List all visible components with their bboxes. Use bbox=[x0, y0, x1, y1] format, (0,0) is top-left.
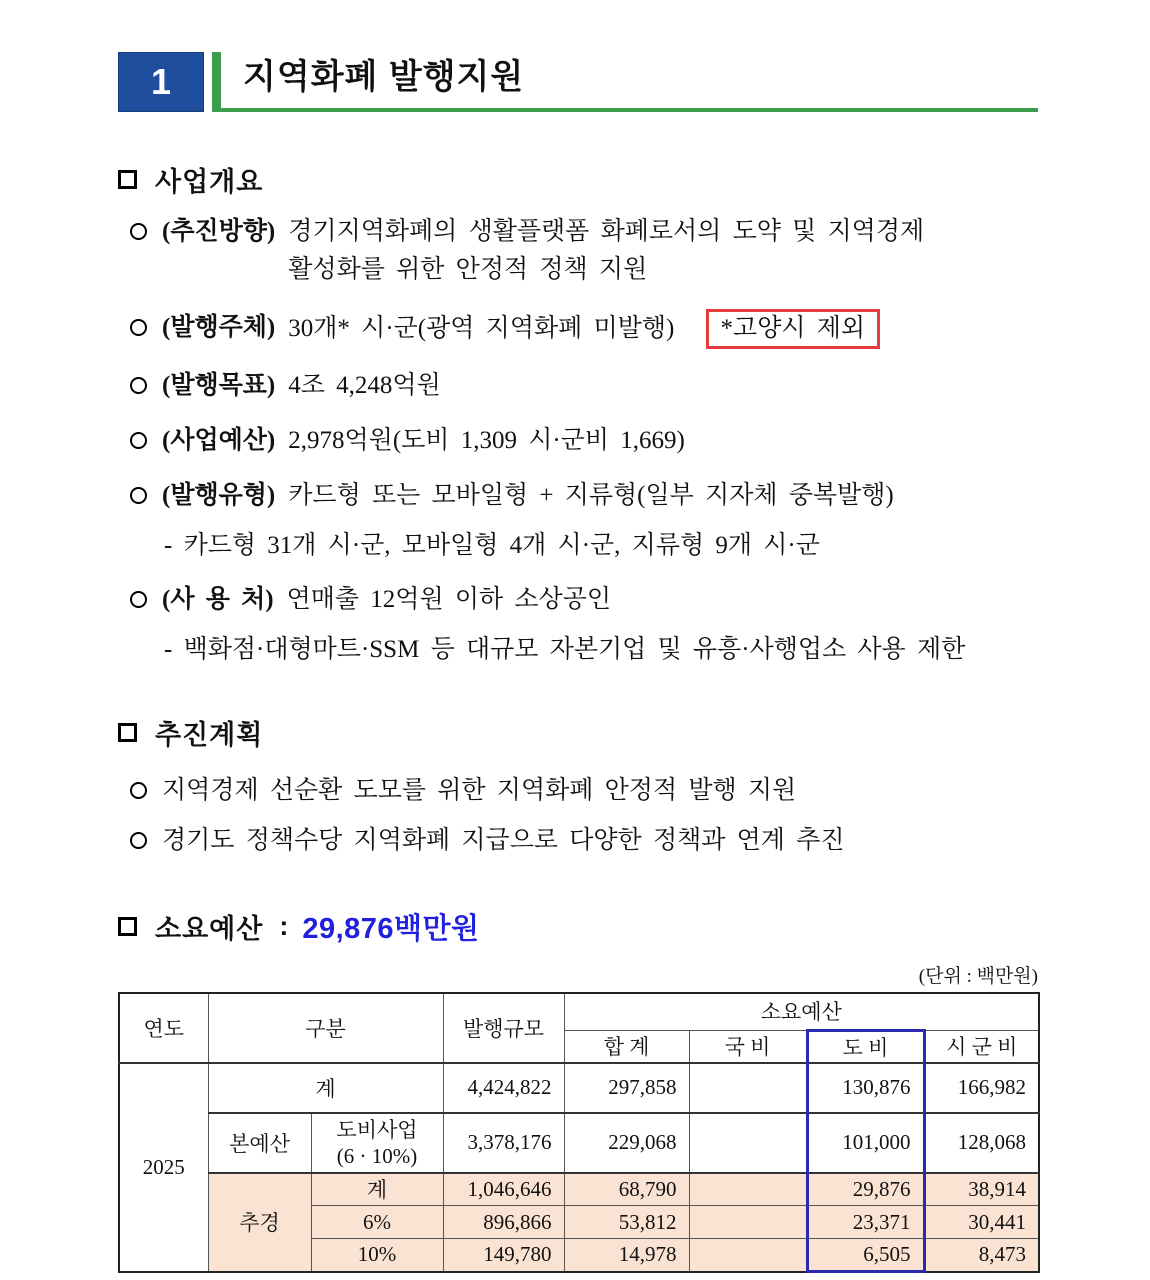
plan-heading: 추진계획 bbox=[155, 720, 264, 750]
page-title: 지역화폐 발행지원 bbox=[243, 58, 525, 96]
overview-heading-row bbox=[118, 160, 1038, 199]
square-bullet-icon bbox=[118, 917, 137, 936]
cell-supp-6pct-national bbox=[689, 1206, 807, 1239]
item-label: (추진방향) bbox=[162, 218, 276, 245]
item-goal bbox=[130, 367, 1038, 405]
cell-total-national bbox=[689, 1063, 807, 1113]
excluded-note-box: *고양시 제외 bbox=[706, 309, 881, 349]
th-municipal: 시 군 비 bbox=[924, 1030, 1039, 1063]
item-usage-sub: - 백화점·대형마트·SSM 등 대규모 자본기업 및 유흥·사행업소 사용 제한 bbox=[164, 636, 966, 663]
cell-supp-10pct-provincial: 6,505 bbox=[807, 1239, 924, 1272]
cell-total-provincial: 130,876 bbox=[807, 1063, 924, 1113]
cell-main-municipal: 128,068 bbox=[924, 1113, 1039, 1173]
cell-total-category: 계 bbox=[208, 1063, 443, 1113]
item-usage bbox=[130, 581, 1038, 619]
cell-supp-6pct-provincial: 23,371 bbox=[807, 1206, 924, 1239]
plan-items bbox=[130, 772, 1038, 860]
item-label: (사 용 처) bbox=[162, 586, 274, 613]
cell-main-category: 본예산 bbox=[208, 1113, 311, 1173]
cell-main-scale: 3,378,176 bbox=[443, 1113, 564, 1173]
item-text-line: 30개* 시·군(광역 지역화폐 미발행) bbox=[288, 315, 675, 342]
item-text: 4조 4,248억원 bbox=[288, 372, 441, 399]
cell-supp-6pct-sum: 53,812 bbox=[564, 1206, 689, 1239]
overview-items bbox=[130, 213, 1038, 669]
cell-supp-10pct-sum: 14,978 bbox=[564, 1239, 689, 1272]
item-text bbox=[288, 213, 1038, 289]
budget-colon: : bbox=[279, 911, 289, 941]
cell-supp-total-provincial: 29,876 bbox=[807, 1173, 924, 1206]
item-types bbox=[130, 477, 1038, 515]
cell-main-sum: 229,068 bbox=[564, 1113, 689, 1173]
item-text: 연매출 12억원 이하 소상공인 bbox=[286, 586, 612, 613]
cell-supp-total-municipal: 38,914 bbox=[924, 1173, 1039, 1206]
cell-supp-total-sum: 68,790 bbox=[564, 1173, 689, 1206]
cell-main-national bbox=[689, 1113, 807, 1173]
cell-supp-10pct-label: 10% bbox=[311, 1239, 443, 1272]
square-bullet-icon bbox=[118, 723, 137, 742]
item-label: (발행목표) bbox=[162, 372, 276, 399]
cell-supp-total-scale: 1,046,646 bbox=[443, 1173, 564, 1206]
plan-bullet: 지역경제 선순환 도모를 위한 지역화폐 안정적 발행 지원 bbox=[130, 772, 1038, 810]
circle-bullet-icon bbox=[130, 591, 147, 608]
section-header bbox=[118, 52, 1038, 112]
circle-bullet-icon bbox=[130, 432, 147, 449]
cell-total-sum: 297,858 bbox=[564, 1063, 689, 1113]
item-text: 카드형 또는 모바일형 + 지류형(일부 지자체 중복발행) bbox=[288, 482, 894, 509]
circle-bullet-icon bbox=[130, 832, 147, 849]
section-number-box bbox=[118, 52, 204, 112]
th-year: 연도 bbox=[119, 993, 208, 1063]
item-label: (사업예산) bbox=[162, 427, 276, 454]
item-text-line: 활성화를 위한 안정적 정책 지원 bbox=[288, 256, 648, 283]
section-number: 1 bbox=[150, 61, 172, 102]
cell-supp-6pct-municipal: 30,441 bbox=[924, 1206, 1039, 1239]
square-bullet-icon bbox=[118, 170, 137, 189]
budget-heading-row bbox=[118, 906, 1038, 947]
th-total: 합 계 bbox=[564, 1030, 689, 1063]
item-label: (발행유형) bbox=[162, 482, 276, 509]
item-direction bbox=[130, 213, 1038, 289]
cell-main-subcategory: 도비사업 (6 · 10%) bbox=[311, 1113, 443, 1173]
plan-heading-row bbox=[118, 713, 1038, 752]
item-text: 2,978억원(도비 1,309 시·군비 1,669) bbox=[288, 427, 685, 454]
item-text-line: 경기지역화폐의 생활플랫폼 화폐로서의 도약 및 지역경제 bbox=[288, 218, 925, 245]
cell-supp-10pct-municipal: 8,473 bbox=[924, 1239, 1039, 1272]
plan-bullet: 경기도 정책수당 지역화폐 지급으로 다양한 정책과 연계 추진 bbox=[130, 822, 1038, 860]
th-provincial: 도 비 bbox=[807, 1030, 924, 1063]
budget-amount: 29,876백만원 bbox=[302, 913, 480, 945]
cell-supp-category: 추경 bbox=[208, 1173, 311, 1272]
budget-heading: 소요예산 bbox=[155, 914, 264, 944]
item-types-sub: - 카드형 31개 시·군, 모바일형 4개 시·군, 지류형 9개 시·군 bbox=[164, 532, 820, 559]
cell-supp-total-label: 계 bbox=[311, 1173, 443, 1206]
circle-bullet-icon bbox=[130, 319, 147, 336]
cell-supp-10pct-national bbox=[689, 1239, 807, 1272]
cell-supp-6pct-label: 6% bbox=[311, 1206, 443, 1239]
cell-supp-10pct-scale: 149,780 bbox=[443, 1239, 564, 1272]
item-issuer bbox=[130, 309, 1038, 349]
th-issue-scale: 발행규모 bbox=[443, 993, 564, 1063]
cell-total-municipal: 166,982 bbox=[924, 1063, 1039, 1113]
cell-total-scale: 4,424,822 bbox=[443, 1063, 564, 1113]
cell-year: 2025 bbox=[119, 1063, 208, 1272]
overview-heading: 사업개요 bbox=[155, 167, 264, 197]
cell-supp-6pct-scale: 896,866 bbox=[443, 1206, 564, 1239]
circle-bullet-icon bbox=[130, 782, 147, 799]
unit-note: (단위 : 백만원) bbox=[918, 966, 1038, 987]
item-budget bbox=[130, 422, 1038, 460]
item-text bbox=[288, 309, 1038, 349]
th-category: 구분 bbox=[208, 993, 443, 1063]
budget-table bbox=[118, 992, 1040, 1273]
item-label: (발행주체) bbox=[162, 314, 276, 341]
circle-bullet-icon bbox=[130, 223, 147, 240]
circle-bullet-icon bbox=[130, 487, 147, 504]
circle-bullet-icon bbox=[130, 377, 147, 394]
th-national: 국 비 bbox=[689, 1030, 807, 1063]
cell-main-provincial: 101,000 bbox=[807, 1113, 924, 1173]
th-budget-group: 소요예산 bbox=[564, 993, 1039, 1030]
cell-supp-total-national bbox=[689, 1173, 807, 1206]
title-underline bbox=[212, 52, 1038, 112]
